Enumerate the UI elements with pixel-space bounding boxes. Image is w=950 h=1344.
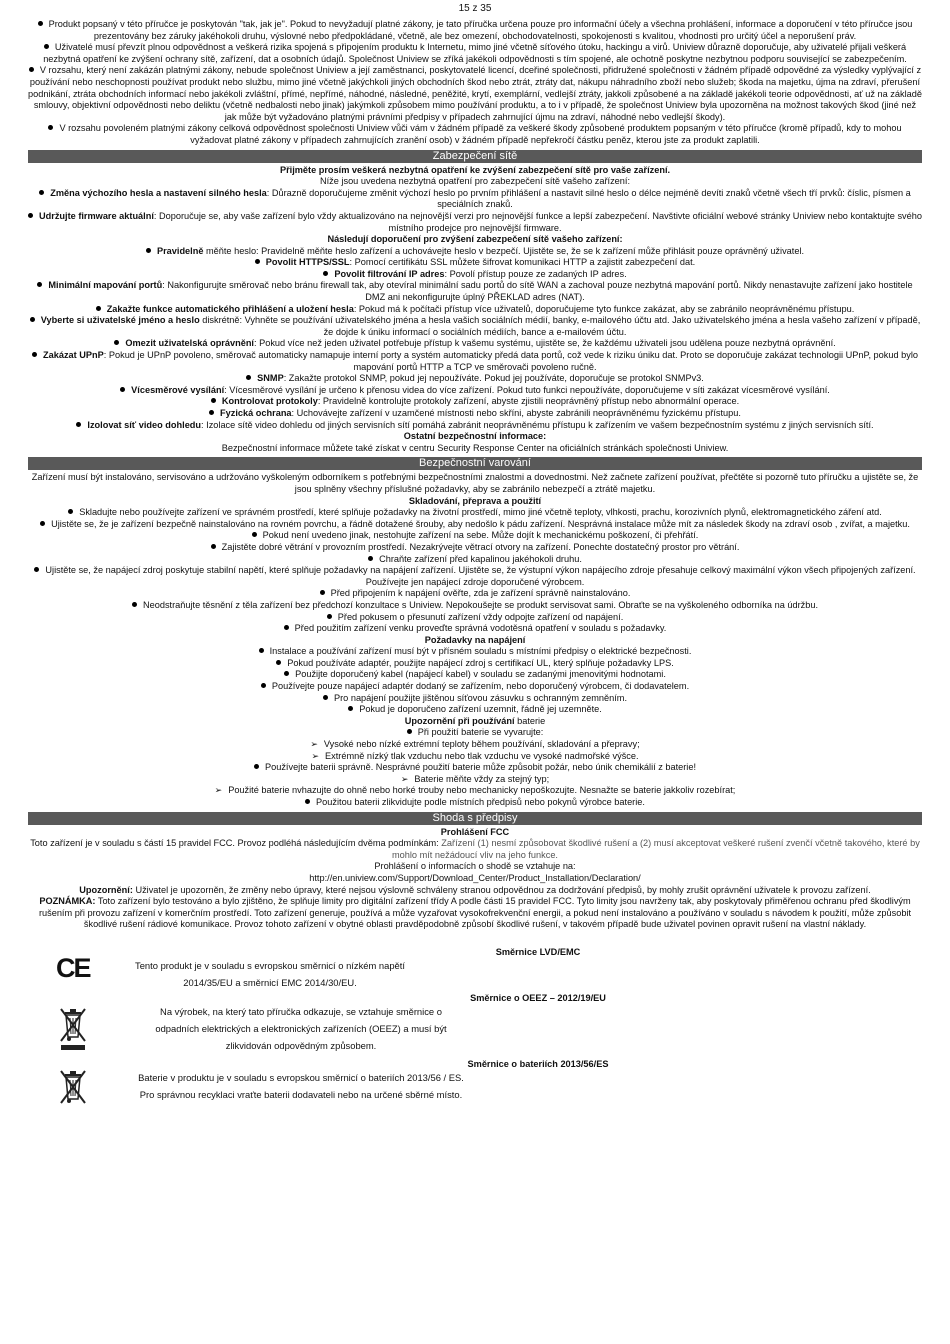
bullet-icon	[276, 660, 281, 665]
bullet-icon	[209, 410, 214, 415]
battery-rule-item: ➢ Baterie měňte vždy za stejný typ;	[400, 773, 550, 784]
fcc-text: Toto zařízení je v souladu s částí 15 pravidel FCC. Provoz podléhá následujícím dvěma podmínkám: Zařízení (1) nesmí způsobovat škodlivé rušení a (2) musí akceptovat veškeré rušení zvenčí včetně takového, které by mohlo mít nežádoucí vliv na jeho funkce.	[30, 838, 920, 860]
storage-item: Před pokusem o přesunutí zařízení vždy odpojte zařízení od napájení.	[28, 612, 922, 624]
battery-directive-text: Baterie v produktu je v souladu s evropskou směrnicí o bateriích 2013/56 / ES. Pro správnou recyklaci vraťte baterii dodavateli nebo na určené sběrné místo.	[138, 1071, 464, 1100]
power-item: Používejte pouze napájecí adaptér dodaný se zařízením, nebo doporučený výrobcem, či dodavatelem.	[28, 681, 922, 693]
recommend-item: Vyberte si uživatelské jméno a heslo diskrétně: Vyhněte se používání uživatelského jména a hesla vašich sociálních médií, banky, e-mailového účtu atd. Jako uživatelského jména a hesla vašeho zařízení v případě, že dojde k úniku informací o sociálních médiích, bance a e-mailovém účtu.	[28, 315, 922, 338]
storage-list	[28, 507, 922, 635]
safety-intro: Zařízení musí být instalováno, servisováno a udržováno vyškoleným odborníkem s potřebnými bezpečnostními znalostmi a dovednostmi. Než začnete zařízení používat, přečtěte si pozorně tuto příručku a ujistěte se, že jsou splněny všechny příslušné požadavky, aby se zabránilo nebezpečí a ztrátě majetku.	[31, 472, 919, 494]
bullet-icon	[323, 695, 328, 700]
crossed-bin-icon	[58, 1069, 88, 1111]
bullet-icon	[323, 271, 328, 276]
conformity-line: Prohlášení o informacích o shodě se vztahuje na:	[374, 861, 576, 872]
bullet-icon	[261, 683, 266, 688]
storage-item: Před připojením k napájení ověřte, zda je zařízení správně nainstalováno.	[28, 588, 922, 600]
bullet-icon	[211, 398, 216, 403]
recommend-item: Povolit filtrování IP adres: Povolí přístup pouze ze zadaných IP adres.	[28, 269, 922, 281]
warning-text: Upozornění: Uživatel je upozorněn, že změny nebo úpravy, které nejsou výslovně schváleny stranou odpovědnou za dodržování předpisů, by mohly zrušit oprávnění uživatele k provozu zařízení.	[79, 884, 871, 895]
recommend-item: Fyzická ochrana: Uchovávejte zařízení v uzamčené místnosti nebo skříni, abyste zabránili neoprávněnému fyzickému přístupu.	[28, 408, 922, 420]
recommend-item: Izolovat síť video dohledu: Izolace sítě video dohledu od jiných servisních sítí pomáhá zabránit neoprávněnému přístupu k zařízením ve vašem bezpečnostním systému z jiných servisních sítí.	[28, 420, 922, 432]
intro-bullet: Produkt popsaný v této příručce je poskytován "tak, jak je". Pokud to nevyžadují platné zákony, je tato příručka určena pouze pro informační účely a všechna prohlášení, informace a doporučení v této příručce jsou prezentovány bez záruky jakéhokoli druhu, výslovné nebo předpokládané, včetně, ale bez omezení, obchodovatelnosti, spokojenosti s kvalitou, vhodnosti pro určitý účel a neporušení práv.	[28, 19, 922, 42]
essential-item: Změna výchozího hesla a nastavení silného hesla: Důrazně doporučujeme změnit výchozí heslo po prvním přihlášení a nastavit silné heslo o délce nejméně devíti znaků včetně všech tří prvků: číslic, písmen a speciálních znaků.	[28, 188, 922, 211]
recommend-item: Zakažte funkce automatického přihlášení a uložení hesla: Pokud má k počítači přístup více uživatelů, doporučujeme tyto funkce zakázat, aby se zabránilo neoprávněnému přístupu.	[28, 304, 922, 316]
bullet-icon	[76, 422, 81, 427]
bullet-icon	[40, 521, 45, 526]
bullet-icon	[28, 213, 33, 218]
recommend-item: Zakázat UPnP: Pokud je UPnP povoleno, směrovač automaticky namapuje interní porty a systém automaticky předá data portů, což vede k riziku úniku dat. Proto se doporučuje zakázat technologii UPnP, pokud bylo mapování portů HTTP a TCP ve směrovači povoleno ručně.	[28, 350, 922, 373]
declaration-url: http://en.uniview.com/Support/Download_Center/Product_Installation/Declaration/	[309, 872, 641, 883]
weee-heading: Směrnice o OEEZ – 2012/19/EU	[470, 992, 606, 1003]
battery-last: Použitou baterii zlikvidujte podle místních předpisů nebo pokynů výrobce baterie.	[28, 797, 922, 809]
power-item: Pokud používáte adaptér, použijte napájecí zdroj s certifikací UL, který splňuje požadavky LPS.	[28, 658, 922, 670]
bullet-icon	[96, 306, 101, 311]
power-item: Instalace a používání zařízení musí být v přísném souladu s místními předpisy o elektrické bezpečnosti.	[28, 646, 922, 658]
storage-item: Chraňte zařízení před kapalinou jakéhokoli druhu.	[28, 554, 922, 566]
battery-avoid-item: ➢ Vysoké nebo nízké extrémní teploty během používání, skladování a přepravy;	[310, 739, 640, 750]
intro-bullet: V rozsahu, který není zakázán platnými zákony, nebude společnost Uniview a její zaměstnanci, poskytovatelé licencí, dceřiné společnosti, přidružené společnosti v žádném případě odpovědné za výsledky vyplývající z používání nebo neschopnosti používat produkt nebo službu, mimo jiné včetně jakýchkoli jiných obchodních škod nebo ztrát, ztráty dat, nákupu náhradního zboží nebo služeb; škoda na majetku, újma na zdraví, přerušení podnikání, ztráta obchodních informací nebo jakékoli zvláštní, přímé, nepřímé, náhodné, následné, peněžité, krytí, exemplární, vedlejší ztráty, jakkoli způsobené a na základě jakékoli teorie odpovědnosti, ať už na základě smlouvy, objektivní odpovědnosti nebo deliktu (včetně nedbalosti nebo jinak) jakýmkoli způsobem mimo používání produktu, a to i v případě, že společnost Uniview byla upozorněna na možnost takových škod (jiné než jak může být vyžadováno platnými právními předpisy v případech zahrnující újmu na zdraví, náhodné nebo vedlejší škody).	[28, 65, 922, 122]
note-text: POZNÁMKA: Toto zařízení bylo testováno a bylo zjištěno, že splňuje limity pro digitální zařízení třídy A podle části 15 pravidel FCC. Tyto limity jsou navrženy tak, aby poskytovaly přiměřenou ochranu před škodlivým rušením při provozu zařízení v komerčním prostředí. Toto zařízení generuje, používá a může vyzařovat vysokofrekvenční energii, a pokud není instalováno a používáno v souladu s návodem k použití, může způsobit škodlivé rušení rádiové komunikace. Provoz tohoto zařízení v obytné oblasti pravděpodobně způsobí škodlivé rušení, v takovém případě bude uživatel povinen opravit rušení na vlastní náklady.	[38, 896, 912, 930]
recommend-heading: Následují doporučení pro zvýšení zabezpečení sítě vašeho zařízení:	[327, 234, 623, 245]
section-bar-safety: Bezpečnostní varování	[28, 457, 922, 470]
storage-item: Před použitím zařízení venku proveďte správná vodotěsná opatření v souladu s požadavky.	[28, 623, 922, 635]
crossed-bin-icon	[58, 1007, 88, 1055]
recommend-item: Omezit uživatelská oprávnění: Pokud více než jeden uživatel potřebuje přístup k vašemu systému, ujistěte se, že každému uživateli jsou udělena pouze nezbytná oprávnění.	[28, 338, 922, 350]
bullet-icon	[368, 556, 373, 561]
eu-directives	[28, 937, 922, 1117]
arrow-bullet-icon: ➢	[400, 773, 409, 784]
battery-avoid-item: ➢ Extrémně nízký tlak vzduchu nebo tlak vzduchu ve vysoké nadmořské výšce.	[311, 750, 639, 761]
power-list	[28, 646, 922, 716]
battery-rule-item: ➢ Použité baterie nvhazujte do ohně nebo horké trouby nebo mechanicky nepoškozujte. Nesnažte se baterie jakkoliv rozebírat;	[214, 785, 736, 796]
battery-use: Používejte baterii správně. Nesprávné použití baterie může způsobit požár, nebo únik chemikálií z baterie!	[28, 762, 922, 774]
bullet-icon	[284, 625, 289, 630]
bullet-icon	[259, 648, 264, 653]
bullet-icon	[68, 509, 73, 514]
recommend-item: Pravidelně měňte heslo: Pravidelně měňte heslo zařízení a uchovávejte heslo v bezpečí. Ujistěte se, že se k zařízení může přihlásit pouze oprávněný uživatel.	[28, 246, 922, 258]
recommend-list	[28, 246, 922, 432]
arrow-bullet-icon: ➢	[311, 750, 319, 761]
storage-item: Zajistěte dobré větrání v provozním prostředí. Nezakrývejte větrací otvory na zařízení. Ponechte dostatečný prostor pro větrání.	[28, 542, 922, 554]
bullet-icon	[255, 259, 260, 264]
bullet-icon	[246, 375, 251, 380]
arrow-bullet-icon: ➢	[310, 739, 318, 750]
weee-text: Na výrobek, na který tato příručka odkazuje, se vztahuje směrnice o odpadních elektrických a elektronických zařízeních (OEEZ) a musí být zlikvidován odpovědným způsobem.	[155, 1005, 447, 1051]
fcc-heading: Prohlášení FCC	[440, 826, 510, 837]
recommend-item: Minimální mapování portů: Nakonfigurujte směrovač nebo bránu firewall tak, aby otevíral minimální sadu portů do sítě WAN a zachoval pouze nezbytná mapování portů. Nikdy nenastavujte zařízení jako hostitele DMZ ani nekonfigurujte úplný PŘEKLAD adres (NAT).	[28, 280, 922, 303]
power-item: Použijte doporučený kabel (napájecí kabel) v souladu se zadanými jmenovitými hodnotami.	[28, 669, 922, 681]
recommend-item: SNMP: Zakažte protokol SNMP, pokud jej nepoužíváte. Pokud jej používáte, doporučuje se protokol SNMPv3.	[28, 373, 922, 385]
network-heading: Přijměte prosím veškerá nezbytná opatření ke zvýšení zabezpečení sítě pro vaše zařízení.	[279, 164, 671, 175]
bullet-icon	[320, 590, 325, 595]
bullet-icon	[407, 729, 412, 734]
section-bar-network: Zabezpečení sítě	[28, 150, 922, 163]
bullet-icon	[132, 602, 137, 607]
bullet-icon	[29, 67, 34, 72]
bullet-icon	[37, 282, 42, 287]
manual-page	[28, 0, 922, 1117]
section-bar-compliance: Shoda s předpisy	[28, 812, 922, 825]
power-item: Pro napájení použijte jištěnou síťovou zásuvku s ochranným zemněním.	[28, 693, 922, 705]
network-intro: Níže jsou uvedena nezbytná opatření pro zabezpečení sítě vašeho zařízení:	[319, 176, 631, 187]
recommend-item: Vícesměrové vysílání: Vícesměrové vysílání je určeno k přenosu videa do více zařízení. Pokud tuto funkci nepoužíváte, doporučujeme v síti zakázat vícesměrové vysílání.	[28, 385, 922, 397]
storage-heading: Skladování, přeprava a použití	[408, 495, 542, 506]
bullet-icon	[48, 125, 53, 130]
bullet-icon	[120, 387, 125, 392]
bullet-icon	[44, 44, 49, 49]
bullet-icon	[30, 317, 35, 322]
recommend-item: Kontrolovat protokoly: Pravidelně kontrolujte protokoly zařízení, abyste zjistili neoprávněný přístup nebo abnormální operace.	[28, 396, 922, 408]
more-info-text: Bezpečnostní informace můžete také získat v centru Security Response Center na oficiálních stránkách společnosti Uniview.	[221, 442, 729, 453]
page-number: 15 z 35	[458, 3, 492, 14]
bullet-icon	[211, 544, 216, 549]
bullet-icon	[39, 190, 44, 195]
storage-item: Pokud není uvedeno jinak, nestohujte zařízení na sebe. Může dojít k mechanickému poškození, či přehřátí.	[28, 530, 922, 542]
lvd-text: Tento produkt je v souladu s evropskou směrnicí o nízkém napětí 2014/35/EU a směrnicí EMC 2014/30/EU.	[135, 959, 405, 988]
bullet-icon	[146, 248, 151, 253]
bullet-icon	[348, 706, 353, 711]
battery-directive-heading: Směrnice o bateriích 2013/56/ES	[467, 1058, 609, 1069]
arrow-bullet-icon: ➢	[214, 785, 223, 796]
bullet-icon	[254, 764, 259, 769]
bullet-icon	[284, 671, 289, 676]
bullet-icon	[252, 532, 257, 537]
battery-heading: Upozornění při používání baterie	[404, 715, 546, 726]
essential-item: Udržujte firmware aktuální: Doporučuje se, aby vaše zařízení bylo vždy aktualizováno na nejnovější verzi pro nejnovější funkce a lepší zabezpečení. Navštivte oficiální webové stránky Uniview nebo kontaktujte svého místního prodejce pro nejnovější firmware.	[28, 211, 922, 234]
storage-item: Neodstraňujte těsnění z těla zařízení bez předchozí konzultace s Uniview. Nepokoušejte se produkt servisovat sami. Obraťte se na vyškoleného odborníka na údržbu.	[28, 600, 922, 612]
storage-item: Ujistěte se, že je zařízení bezpečně nainstalováno na rovném povrchu, a řádně dotažené šrouby, aby nedošlo k pádu zařízení. Nesprávná instalace může mít za následek škody na zdraví osob , zvířat, a majetku.	[28, 519, 922, 531]
storage-item: Ujistěte se, že napájecí zdroj poskytuje stabilní napětí, které splňuje požadavky na napájení zařízení. Ujistěte se, že výstupní výkon napájecího zdroje přesahuje celkový maximální výkon všech připojených zařízení. Používejte jen napájecí zdroje doporučené výrobcem.	[28, 565, 922, 588]
ce-mark-icon: CE	[56, 952, 90, 983]
intro-bullet: Uživatelé musí převzít plnou odpovědnost a veškerá rizika spojená s připojením produktu k Internetu, mimo jiné včetně síťového útoku, hackingu a virů. Uniview důrazně doporučuje, aby uživatelé přijali veškerá nezbytná opatření ke zvýšení ochrany sítě, zařízení, dat a osobních údajů. Společnost Uniview se zříká jakékoli odpovědnosti s tím spojené, ale ochotně poskytne nezbytnou podporu související se zabezpečením.	[43, 42, 907, 64]
power-item: Pokud je doporučeno zařízení uzemnit, řádně jej uzemněte.	[28, 704, 922, 716]
power-heading: Požadavky na napájení	[424, 634, 526, 645]
bullet-icon	[34, 567, 39, 572]
bullet-icon	[327, 614, 332, 619]
more-info-heading: Ostatní bezpečnostní informace:	[403, 431, 547, 442]
recommend-item: Povolit HTTPS/SSL: Pomocí certifikátu SSL můžete šifrovat komunikaci HTTP a zajistit zabezpečení dat.	[28, 257, 922, 269]
bullet-icon	[305, 799, 310, 804]
storage-item: Skladujte nebo používejte zařízení ve správném prostředí, které splňuje požadavky na životní prostředí, mimo jiné včetně teploty, vlhkosti, prachu, korozivních plynů, elektromagnetického záření atd.	[28, 507, 922, 519]
intro-section	[28, 19, 922, 147]
lvd-heading: Směrnice LVD/EMC	[495, 946, 581, 957]
bullet-icon	[32, 352, 37, 357]
battery-intro: Při použití baterie se vyvarujte:	[28, 727, 922, 739]
bullet-icon	[114, 340, 119, 345]
bullet-icon	[38, 21, 43, 26]
intro-bullet: V rozsahu povoleném platnými zákony celková odpovědnost společnosti Uniview vůči vám v žádném případě za veškeré škody způsobené produktem popsaným v této příručce (kromě případů, kdy to mohou vyžadovat platné zákony v případech zahrnujících zranění osob) v žádném případě nepřekročí částku peněz, kterou jste za produkt zaplatili.	[28, 123, 922, 146]
